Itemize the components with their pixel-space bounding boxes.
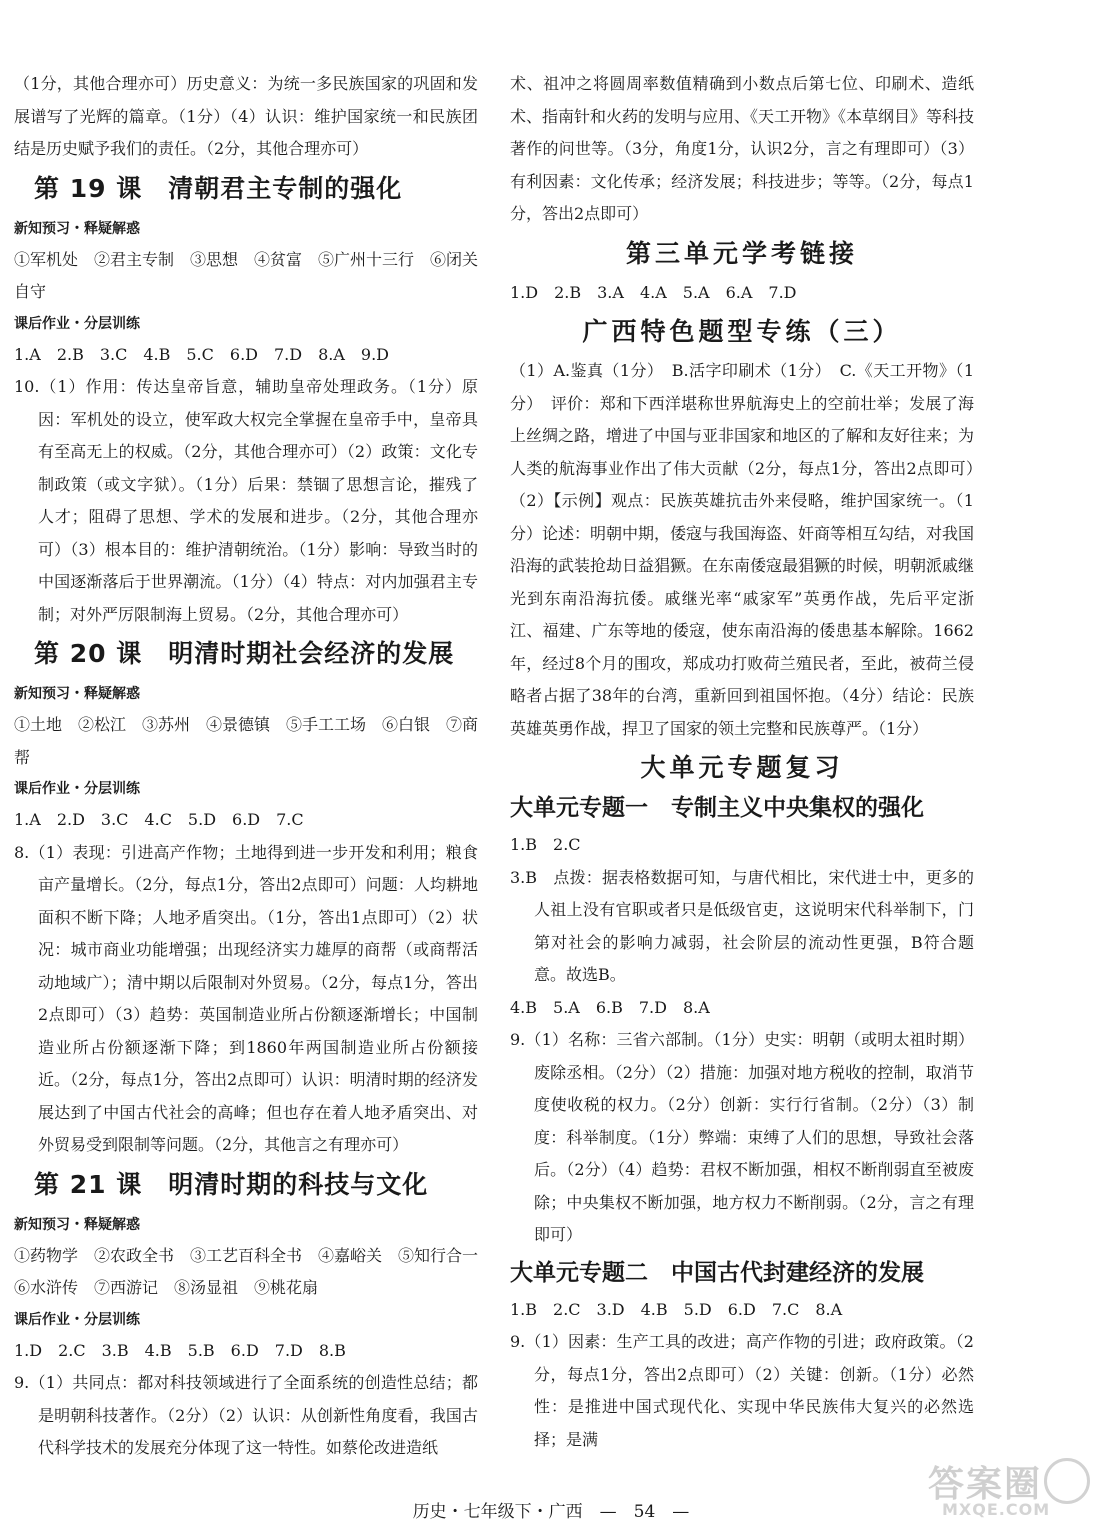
lesson-title: 第 19 课 清朝君主专制的强化 (34, 173, 403, 203)
page-footer: 历史・七年级下・广西 — 54 — (412, 1502, 690, 1522)
answer-paragraph: 1.A 2.D 3.C 4.C 5.D 6.D 7.C (14, 810, 304, 829)
section-label: 新知预习・释疑解惑 (14, 1216, 140, 1233)
answer-item: 3.B 点拨：据表格数据可知，与唐代相比，宋代进士中，更多的人祖上没有官职或者只是低级官吏，这说明宋代科举制下，门第对社会的影响力减弱，社会阶层的流动性更强，B符合题意。故选B。 (510, 867, 974, 984)
watermark-badge-icon (1044, 1458, 1090, 1504)
site-watermark (922, 1456, 1092, 1526)
answer-paragraph: （1）A.鉴真（1分） B.活字印刷术（1分） C.《天工开物》（1分） 评价：郑和下西洋堪称世界航海史上的空前壮举；发展了海上丝绸之路，增进了中国与亚非国家和地区的了解和友好往来；为人类的航海事业作出了伟大贡献（2分，每点1分，答出2点即可） （2）【示例】观点：民族英雄抗击外来侵略，维护国家统一。（1分）论述：明朝中期，倭寇与我国海盗、奸商等相互勾结，对我国沿海的武装抢劫日益猖獗。在东南倭寇最猖獗的时候，明朝派戚继光到东南沿海抗倭。戚继光率“戚家军”英勇作战，先后平定浙江、福建、广东等地的倭寇，使东南沿海的倭患基本解除。1662年，经过8个月的围攻，郑成功打败荷兰殖民者，至此，被荷兰侵略者占据了38年的台湾，重新回到祖国怀抱。（4分）结论：民族英雄英勇作战，捍卫了国家的领土完整和民族尊严。（1分） (510, 361, 991, 738)
unit-title: 广西特色题型专练（三） (582, 317, 902, 346)
section-label: 课后作业・分层训练 (14, 781, 140, 797)
section-label: 新知预习・释疑解惑 (14, 220, 140, 237)
unit-title: 第三单元学考链接 (625, 238, 858, 268)
watermark-text: 答案圈 (928, 1464, 1043, 1505)
answer-item: 8.（1）表现：引进高产作物；土地得到进一步开发和利用；粮食亩产量增长。（2分，每点1分，答出2点即可）问题：人均耕地面积不断下降；人地矛盾突出。（1分，答出1点即可）（2）状况：城市商业功能增强；出现经济实力雄厚的商帮（或商帮活动地域广）；清中期以后限制对外贸易。（2分，每点1分，答出2点即可）（3）趋势：英国制造业所占份额逐渐增长；中国制造业所占份额逐渐下降；到1860年两国制造业所占份额接近。（2分，每点1分，答出2点即可）认识：明清时期的经济发展达到了中国古代社会的高峰；但也存在着人地矛盾突出、对外贸易受到限制等问题。（2分，其他言之有理亦可） (14, 842, 478, 1154)
answer-item: 10.（1）作用：传达皇帝旨意，辅助皇帝处理政务。（1分）原因：军机处的设立，使军政大权完全掌握在皇帝手中，皇帝具有至高无上的权威。（2分，其他合理亦可）（2）政策：文化专制政策（或文字狱）。（1分）后果：禁锢了思想言论，摧残了人才；阻碍了思想、学术的发展和进步。（2分，其他合理亦可）（3）根本目的：维护清朝统治。（1分）影响：导致当时的中国逐渐落后于世界潮流。（1分）（4）特点：对内加强君主专制；对外严厉限制海上贸易。（2分，其他合理亦可） (14, 377, 478, 624)
section-label: 新知预习・释疑解惑 (14, 686, 140, 702)
answer-paragraph: ①药物学 ②农政全书 ③工艺百科全书 ④嘉峪关 ⑤知行合一 ⑥水浒传 ⑦西游记 ⑧汤显祖 ⑨桃花扇 (14, 1245, 495, 1297)
left-column (14, 68, 495, 1465)
unit-title: 大单元专题复习 (640, 753, 844, 782)
answer-item: 9.（1）因素：生产工具的改进；高产作物的引进；政府政策。（2分，每点1分，答出2点即可）（2）关键：创新。（1分）必然性：是推进中国式现代化、实现中华民族伟大复兴的必然选择；是满 (510, 1332, 974, 1449)
answer-paragraph: 1.A 2.B 3.C 4.B 5.C 6.D 7.D 8.A 9.D (14, 344, 389, 364)
right-column (510, 68, 991, 1456)
lesson-title: 第 21 课 明清时期的科技与文化 (34, 1169, 429, 1199)
answer-paragraph: 1.D 2.C 3.B 4.B 5.B 6.D 7.D 8.B (14, 1340, 346, 1360)
answer-paragraph: 1.B 2.C 3.D 4.B 5.D 6.D 7.C 8.A (510, 1299, 843, 1319)
lesson-title: 第 20 课 明清时期社会经济的发展 (34, 639, 455, 668)
answer-paragraph: ①军机处 ②君主专制 ③思想 ④贫富 ⑤广州十三行 ⑥闭关自守 (14, 249, 479, 301)
topic-title: 大单元专题二 中国古代封建经济的发展 (510, 1259, 924, 1286)
answer-item: 9.（1）名称：三省六部制。（1分）史实：明朝（或明太祖时期）废除丞相。（2分）（2）措施：加强对地方税收的控制，取消节度使收税的权力。（2分）创新：实行行省制。（2分）（3）制度：科举制度。（1分）弊端：束缚了人们的思想，导致社会落后。（2分）（4）趋势：君权不断加强，相权不断削弱直至被废除；中央集权不断加强，地方权力不断削弱。（2分，言之有理即可） (510, 1030, 974, 1244)
answer-paragraph: 1.B 2.C (510, 835, 581, 854)
topic-title: 大单元专题一 专制主义中央集权的强化 (510, 795, 924, 821)
section-label: 课后作业・分层训练 (14, 315, 140, 332)
answer-paragraph: 4.B 5.A 6.B 7.D 8.A (510, 997, 710, 1017)
answer-paragraph: 1.D 2.B 3.A 4.A 5.A 6.A 7.D (510, 282, 797, 302)
answer-paragraph: （1分，其他合理亦可）历史意义：为统一多民族国家的巩固和发展谱写了光辉的篇章。（1分）（4）认识：维护国家统一和民族团结是历史赋予我们的责任。（2分，其他合理亦可） (14, 74, 478, 158)
answer-paragraph: 术、祖冲之将圆周率数值精确到小数点后第七位、印刷术、造纸术、指南针和火药的发明与应用、《天工开物》《本草纲目》等科技著作的问世等。（3分，角度1分，认识2分，言之有理即可）（3）有利因素：文化传承；经济发展；科技进步；等等。（2分，每点1分，答出2点即可） (510, 74, 975, 223)
watermark-url: MXQE.COM (942, 1500, 1051, 1519)
answer-paragraph: ①土地 ②松江 ③苏州 ④景德镇 ⑤手工工场 ⑥白银 ⑦商帮 (14, 715, 479, 767)
section-label: 课后作业・分层训练 (14, 1311, 140, 1328)
answer-item: 9.（1）共同点：都对科技领域进行了全面系统的创造性总结；都是明朝科技著作。（2分）（2）认识：从创新性角度看，我国古代科学技术的发展充分体现了这一特性。如蔡伦改进造纸 (14, 1373, 478, 1457)
